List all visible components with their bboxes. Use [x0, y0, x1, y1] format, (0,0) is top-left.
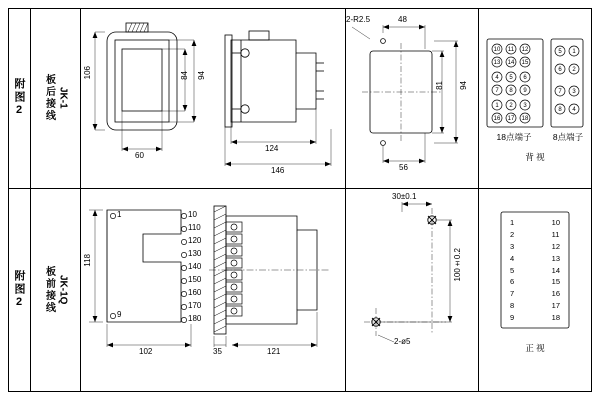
dim-124: 124 — [265, 144, 279, 153]
svg-text:10: 10 — [493, 47, 501, 54]
terminal-num-17: 17 — [551, 301, 560, 311]
pin-label-17: 170 — [188, 301, 202, 310]
pin-label-11: 110 — [188, 223, 201, 232]
jk1q-terminal-table-panel — [479, 190, 591, 390]
row2-left-label-cell — [8, 189, 30, 391]
terminal-num-13: 13 — [551, 253, 560, 263]
svg-text:11: 11 — [507, 47, 515, 54]
svg-text:14: 14 — [507, 60, 515, 67]
dim-48: 48 — [398, 15, 407, 24]
row2-model-name: JK-1Q — [57, 275, 69, 305]
pin-label-13: 130 — [188, 249, 202, 258]
terminal-num-5: 5 — [510, 265, 515, 275]
pin-label-18: 180 — [188, 314, 202, 323]
dim-2-R2.5: 2-R2.5 — [346, 15, 371, 24]
dim-121: 121 — [267, 347, 281, 356]
row2-model-wiring: 板前接线 — [43, 266, 55, 314]
svg-text:6: 6 — [558, 67, 562, 74]
dim-118: 118 — [83, 254, 92, 267]
dim-30-tol: 30±0.1 — [392, 192, 417, 201]
caption-front-view: 正 视 — [525, 343, 545, 353]
svg-text:2: 2 — [509, 103, 513, 110]
svg-text:8: 8 — [509, 88, 513, 95]
pin-label-15: 150 — [188, 275, 202, 284]
svg-text:5: 5 — [509, 75, 513, 82]
svg-text:12: 12 — [521, 47, 529, 54]
jk1q-cutout-panel — [346, 190, 477, 390]
dim-146: 146 — [271, 166, 285, 175]
svg-text:15: 15 — [521, 60, 529, 67]
svg-text:8: 8 — [558, 107, 562, 114]
terminal-num-2: 2 — [510, 229, 515, 239]
terminal-num-16: 16 — [551, 289, 560, 299]
terminal-num-6: 6 — [510, 277, 515, 287]
svg-text:1: 1 — [495, 103, 499, 110]
dim-35: 35 — [213, 347, 222, 356]
svg-text:13: 13 — [493, 60, 501, 67]
terminal-num-4: 4 — [510, 253, 515, 263]
svg-text:6: 6 — [523, 75, 527, 82]
svg-text:18: 18 — [521, 116, 529, 123]
dim-60: 60 — [135, 151, 144, 160]
svg-text:16: 16 — [493, 116, 501, 123]
row1-model-wiring: 板后接线 — [43, 74, 55, 122]
terminal-num-10: 10 — [551, 218, 560, 227]
pin-label-10: 10 — [188, 210, 197, 219]
jk1-outline-panel — [81, 9, 344, 187]
row1-left-label: 附图2 — [13, 78, 25, 118]
pin-label-16: 160 — [188, 288, 202, 297]
pin-label-9: 9 — [117, 310, 122, 319]
terminal-num-8: 8 — [510, 301, 515, 311]
terminal-right-column — [552, 218, 560, 322]
caption-rear-view: 背 视 — [525, 152, 545, 162]
terminal-num-15: 15 — [551, 277, 560, 287]
terminal-num-3: 3 — [510, 241, 515, 251]
pin-label-12: 120 — [188, 236, 202, 245]
row2-left-label: 附图2 — [13, 270, 25, 310]
row1-model-name: JK-1 — [57, 87, 69, 109]
svg-text:17: 17 — [507, 116, 515, 123]
dim-102: 102 — [139, 347, 153, 356]
terminal-num-14: 14 — [551, 265, 560, 275]
caption-8-terminals: 8点端子 — [552, 132, 584, 142]
svg-text:5: 5 — [558, 49, 562, 56]
svg-text:9: 9 — [523, 88, 527, 95]
pin-label-14: 140 — [188, 262, 202, 271]
terminal-left-column — [510, 218, 514, 322]
terminal-num-18: 18 — [551, 313, 560, 322]
svg-text:2: 2 — [572, 67, 576, 74]
terminal-num-9: 9 — [510, 313, 515, 322]
dim-106: 106 — [83, 66, 92, 80]
jk1q-outline-panel — [81, 190, 344, 390]
svg-text:4: 4 — [495, 75, 499, 82]
row2-model-cell — [31, 189, 80, 391]
svg-text:4: 4 — [572, 107, 576, 114]
dim-81: 81 — [435, 81, 444, 90]
dim-100-tol: 100±0.2 — [453, 248, 462, 282]
dim-94: 94 — [197, 71, 206, 80]
row-divider — [8, 188, 592, 189]
jk1-cutout-panel — [346, 9, 477, 187]
dim-84: 84 — [180, 71, 189, 80]
row1-left-label-cell — [8, 8, 30, 188]
dim-94: 94 — [459, 81, 468, 90]
dim-56: 56 — [399, 163, 408, 172]
terminal-num-7: 7 — [510, 289, 515, 299]
svg-text:7: 7 — [558, 89, 562, 96]
row1-model-cell — [31, 8, 80, 188]
svg-text:1: 1 — [572, 49, 576, 56]
terminal-num-11: 11 — [551, 229, 560, 239]
terminal-num-12: 12 — [551, 241, 560, 251]
terminal-num-1: 1 — [510, 218, 515, 227]
dim-2-d5: 2-ø5 — [394, 337, 411, 346]
svg-text:3: 3 — [523, 103, 527, 110]
caption-18-terminals: 18点端子 — [496, 132, 532, 142]
pin-label-1: 1 — [117, 210, 122, 219]
svg-text:3: 3 — [572, 89, 576, 96]
jk1-terminal-panel — [479, 9, 591, 187]
svg-text:7: 7 — [495, 88, 499, 95]
